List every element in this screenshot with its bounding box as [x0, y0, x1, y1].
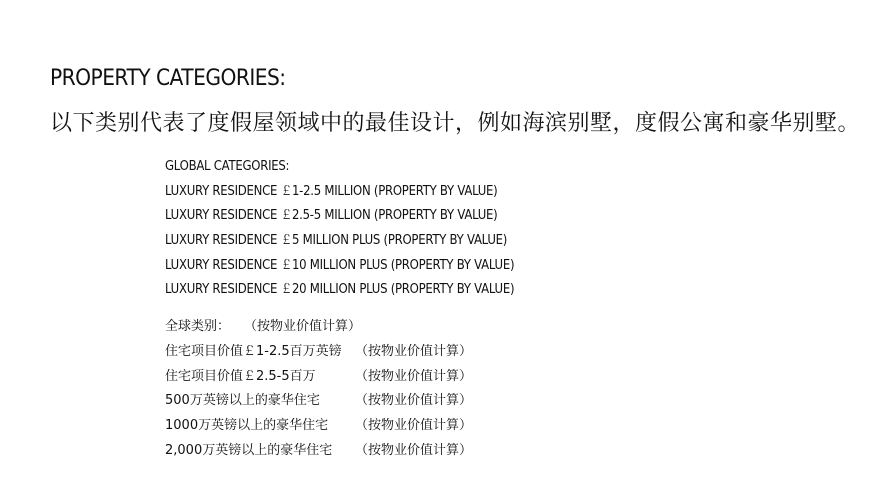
cn-category-note: （按物业价值计算） [355, 442, 473, 458]
cn-category-note: （按物业价值计算） [355, 393, 473, 409]
cn-category-label: 住宅项目价值￡1-2.5百万英镑 [165, 343, 342, 359]
cn-title-note: （按物业价值计算） [244, 319, 362, 334]
cn-category-label: 住宅项目价值￡2.5-5百万 [165, 368, 316, 384]
cn-category-note: （按物业价值计算） [355, 343, 473, 359]
category-item: LUXURY RESIDENCE ￡2.5-5 MILLION (PROPERTY BY VALUE) [165, 208, 498, 224]
category-item: LUXURY RESIDENCE ￡5 MILLION PLUS (PROPERTY BY VALUE) [165, 233, 508, 249]
global-categories-title: GLOBAL CATEGORIES: [165, 159, 290, 174]
intro-text: 以下类别代表了度假屋领域中的最佳设计，例如海滨别墅，度假公寓和豪华别墅。 [50, 111, 861, 136]
cn-category-label: 1000万英镑以上的豪华住宅 [165, 418, 329, 434]
category-item: LUXURY RESIDENCE ￡10 MILLION PLUS (PROPERTY BY VALUE) [165, 257, 515, 273]
cn-category-note: （按物业价值计算） [355, 368, 473, 384]
cn-category-label: 500万英镑以上的豪华住宅 [165, 393, 320, 409]
category-item: LUXURY RESIDENCE ￡20 MILLION PLUS (PROPERTY BY VALUE) [165, 282, 515, 298]
global-categories-english [165, 157, 514, 305]
cn-category-label: 2,000万英镑以上的豪华住宅 [165, 442, 333, 458]
cn-category-note: （按物业价值计算） [355, 418, 473, 434]
category-item: LUXURY RESIDENCE ￡1-2.5 MILLION (PROPERTY BY VALUE) [165, 183, 498, 199]
cn-title-label: 全球类别： [165, 319, 231, 334]
page-heading: PROPERTY CATEGORIES: [50, 66, 286, 91]
